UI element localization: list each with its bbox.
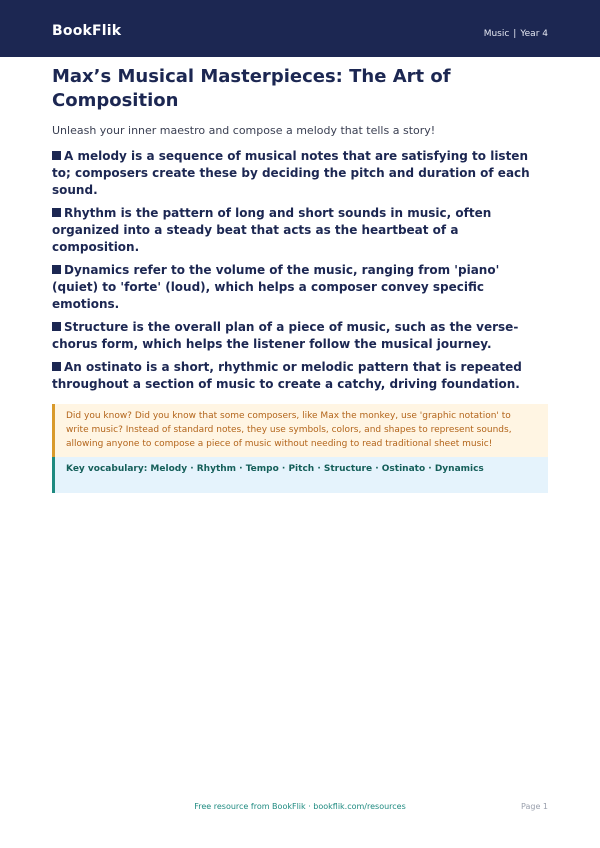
brand-logo: BookFlik — [52, 23, 122, 39]
main-content — [52, 65, 548, 493]
key-points-list — [52, 148, 548, 393]
year-label: Year 4 — [520, 29, 548, 39]
key-point-text: Rhythm is the pattern of long and short sounds in music, often organized into a steady beat that acts as the heartbeat of a composition. — [52, 206, 492, 254]
key-point — [52, 359, 548, 393]
key-point-text: Structure is the overall plan of a piece of music, such as the verse-chorus form, which helps the listener follow the musical journey. — [52, 320, 519, 351]
square-bullet-icon — [52, 151, 61, 160]
page-number: Page 1 — [521, 802, 548, 811]
key-point — [52, 319, 548, 353]
meta-separator: | — [513, 29, 517, 39]
header-bar — [0, 0, 600, 57]
square-bullet-icon — [52, 322, 61, 331]
key-point-text: A melody is a sequence of musical notes that are satisfying to listen to; composers create these by deciding the pitch and duration of each sound. — [52, 149, 530, 197]
footer-credit: Free resource from BookFlik · bookflik.com/resources — [194, 802, 406, 811]
square-bullet-icon — [52, 208, 61, 217]
key-vocabulary-box: Key vocabulary: Melody · Rhythm · Tempo · Pitch · Structure · Ostinato · Dynamics — [52, 457, 548, 493]
subject-label: Music — [483, 29, 510, 39]
page-subtitle: Unleash your inner maestro and compose a melody that tells a story! — [52, 124, 436, 137]
header-meta — [484, 29, 548, 39]
page-title: Max’s Musical Masterpieces: The Art of Composition — [52, 66, 451, 111]
key-point — [52, 148, 548, 199]
square-bullet-icon — [52, 265, 61, 274]
square-bullet-icon — [52, 362, 61, 371]
key-point-text: Dynamics refer to the volume of the music, ranging from 'piano' (quiet) to 'forte' (loud), which helps a composer convey specific emotions. — [52, 263, 500, 311]
did-you-know-box: Did you know? Did you know that some composers, like Max the monkey, use 'graphic notation' to write music? Instead of standard notes, they use symbols, colors, and shapes to represent sounds, allowing anyone to compose a piece of music without needing to read traditional sheet music! — [52, 404, 548, 457]
key-point — [52, 262, 548, 313]
page-footer — [0, 802, 600, 814]
key-point-text: An ostinato is a short, rhythmic or melodic pattern that is repeated throughout a section of music to create a catchy, driving foundation. — [52, 360, 522, 391]
key-point — [52, 205, 548, 256]
